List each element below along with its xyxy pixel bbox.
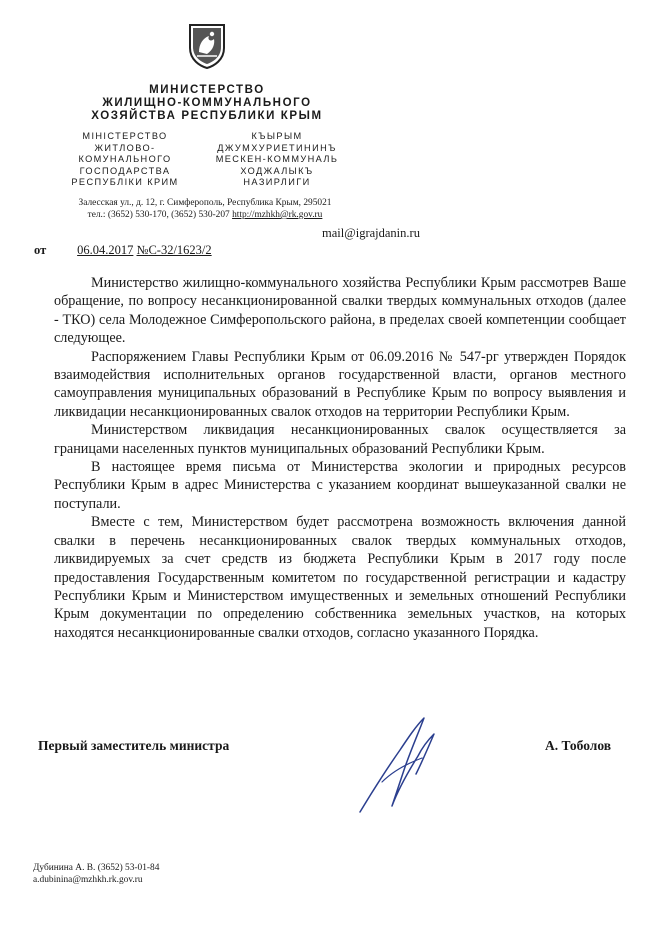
signer-title: Первый заместитель министра [38, 738, 230, 753]
body-paragraph: Министерство жилищно-коммунального хозяйства Республики Крым рассмотрев Ваше обращение, по вопросу несанкционированной свалки твердых коммунальных отходов (далее - ТКО) села Молодежное Симферопольского района, в пределах своей компетенции сообщает следующее. [54, 275, 626, 347]
ministry-name-ukrainian [56, 131, 194, 189]
crh-line: ХОДЖАЛЫКЪ [240, 165, 314, 176]
executor-contact [33, 862, 159, 886]
body-paragraph: В настоящее время письма от Министерства экологии и природных ресурсов Республики Крым в адрес Министерства с указанием координат вышеуказанной свалки не поступали. [54, 459, 626, 512]
address-line: Залесская ул., д. 12, г. Симферополь, Республика Крым, 295021 [78, 198, 332, 208]
crh-line: МЕСКЕН-КОММУНАЛЬ [215, 154, 339, 164]
ministry-title [70, 84, 344, 123]
executor-line: Дубинина А. В. (3652) 53-01-84 [33, 863, 160, 873]
document-date: 06.04.2017 [77, 243, 134, 257]
ua-line: ЖИТЛОВО- [94, 142, 156, 153]
ministry-title-line: ХОЗЯЙСТВА РЕСПУБЛИКИ КРЫМ [91, 110, 323, 122]
letter-body [54, 274, 626, 642]
body-paragraph: Распоряжением Главы Республики Крым от 06.09.2016 № 547-рг утвержден Порядок взаимодействия исполнительных органов государственной власти, органов местного самоуправления муниципальных образований в Республике Крым по вопросу выявления и ликвидации несанкционированных свалок отходов на территории Республики Крым. [54, 348, 626, 420]
recipient-email: mail@igrajdanin.ru [322, 226, 420, 240]
ua-line: МІНІСТЕРСТВО [82, 131, 168, 141]
executor-email: a.dubinina@mzhkh.rk.gov.ru [33, 875, 143, 885]
document-reference [34, 243, 212, 258]
document-number: С-32/1623/2 [148, 243, 212, 257]
ministry-name-crimean-tatar [202, 131, 352, 189]
crimea-coat-of-arms-icon [187, 22, 227, 70]
ua-line: РЕСПУБЛІКИ КРИМ [71, 177, 179, 187]
phone-numbers: тел.: (3652) 530-170, (3652) 530-207 [87, 210, 230, 220]
signer-name: А. Тоболов [545, 738, 612, 753]
website-link[interactable]: http://mzhkh@rk.gov.ru [232, 210, 323, 220]
crh-line: КЪЫРЫМ [251, 131, 303, 141]
ministry-title-line: МИНИСТЕРСТВО [149, 84, 265, 96]
body-paragraph: Вместе с тем, Министерством будет рассмотрена возможность включения данной свалки в перечень несанкционированных свалок твердых коммунальных отходов, ликвидируемых за счет средств из бюджета Республики Крым в 2017 году после предоставления Государственным комитетом по государственной регистрации и кадастру Республики Крым и Министерством имущественных и земельных отношений Республики Крым документации по определению собственника земельных участков, на которых находятся несанкционированные свалки отходов, согласно указанного Порядка. [54, 514, 626, 641]
crh-line: НАЗИРЛИГИ [243, 177, 311, 187]
ua-line: КОМУНАЛЬНОГО [78, 154, 172, 164]
contact-line [55, 209, 355, 221]
crh-line: ДЖУМХУРИЕТИНИНЪ [217, 142, 337, 153]
number-sign: № [136, 243, 149, 257]
ministry-address [55, 197, 355, 221]
handwritten-signature-icon [352, 712, 444, 818]
ministry-title-line: ЖИЛИЩНО-КОММУНАЛЬНОГО [102, 97, 312, 109]
reference-prefix: от [34, 243, 47, 257]
body-paragraph: Министерством ликвидация несанкционированных свалок осуществляется за границами населенных пунктов муниципальных образований Республики Крым. [54, 422, 626, 457]
ua-line: ГОСПОДАРСТВА [79, 165, 171, 176]
